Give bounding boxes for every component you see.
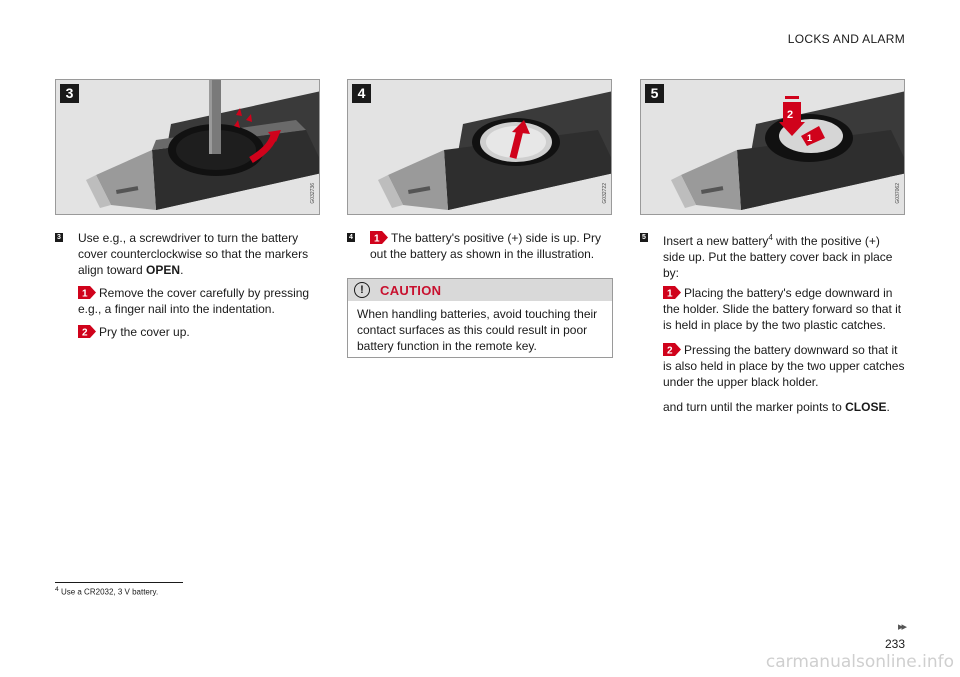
red-badge-2-icon — [78, 325, 96, 338]
svg-text:1: 1 — [82, 288, 88, 299]
figure-5-step-2-label: 2 — [787, 109, 794, 121]
figure-4-remove-battery — [347, 79, 612, 215]
svg-text:2: 2 — [82, 327, 88, 338]
footnote: $^4$ Use a CR2032, 3 V battery. — [55, 586, 159, 597]
figure-number-badge: 4 — [352, 84, 371, 103]
step-5-text: Insert a new battery$^4$ with the positive (+) side up. Put the battery cover back in place by: — [663, 233, 893, 280]
red-badge-1-icon — [663, 286, 681, 299]
caution-title: CAUTION — [380, 283, 442, 298]
step-3-substep-2: 2 Pry the cover up. — [78, 324, 318, 340]
svg-text:1: 1 — [667, 288, 673, 299]
next-page-icon[interactable]: ▸▸ — [897, 621, 905, 633]
footnote-divider — [55, 582, 183, 583]
step-number: 3 — [55, 233, 63, 242]
caution-exclamation-icon: ! — [354, 282, 370, 298]
figure-number-badge: 3 — [60, 84, 79, 103]
step-5-closing: and turn until the marker points to CLOSE. — [663, 400, 890, 414]
red-badge-1-icon — [370, 231, 388, 244]
figure-number-badge: 5 — [645, 84, 664, 103]
footnote-ref: 4 — [768, 233, 773, 242]
step-5-substep-1: 1 Placing the battery's edge downward in the holder. Slide the battery forward so that it is held in place by the two plastic catches. — [663, 286, 902, 332]
step-4-text: 1 The battery's positive (+) side is up. Pry out the battery as shown in the illustration. — [370, 231, 602, 261]
page-number: 233 — [884, 637, 905, 651]
caution-text: When handling batteries, avoid touching their contact surfaces as this could result in poor battery function in the remote key. — [357, 307, 598, 353]
step-number: 4 — [347, 233, 355, 242]
red-badge-2-icon — [663, 343, 681, 356]
svg-text:1: 1 — [374, 233, 380, 244]
svg-text:2: 2 — [667, 345, 673, 356]
caution-header — [348, 279, 612, 301]
caution-box — [347, 278, 613, 358]
step-number: 5 — [640, 233, 648, 242]
step-5-substep-2: 2 Pressing the battery downward so that it is also held in place by the two upper catches under the upper black holder. — [663, 343, 905, 389]
figure-5-insert-battery — [640, 79, 905, 215]
figure-code: G037062 — [895, 183, 901, 204]
watermark: carmanualsonline.info — [765, 652, 954, 672]
figure-3-remove-cover — [55, 79, 320, 215]
figure-5-step-1-label: 1 — [807, 133, 813, 143]
figure-code: G032736 — [310, 183, 316, 204]
red-badge-1-icon — [78, 286, 96, 299]
step-3-text: Use e.g., a screwdriver to turn the battery cover counterclockwise so that the markers align toward OPEN. — [78, 231, 309, 277]
section-header: LOCKS AND ALARM — [787, 32, 905, 46]
figure-code: G032722 — [602, 183, 608, 204]
step-3-substep-1: 1 Remove the cover carefully by pressing e.g., a finger nail into the indentation. — [78, 286, 310, 316]
